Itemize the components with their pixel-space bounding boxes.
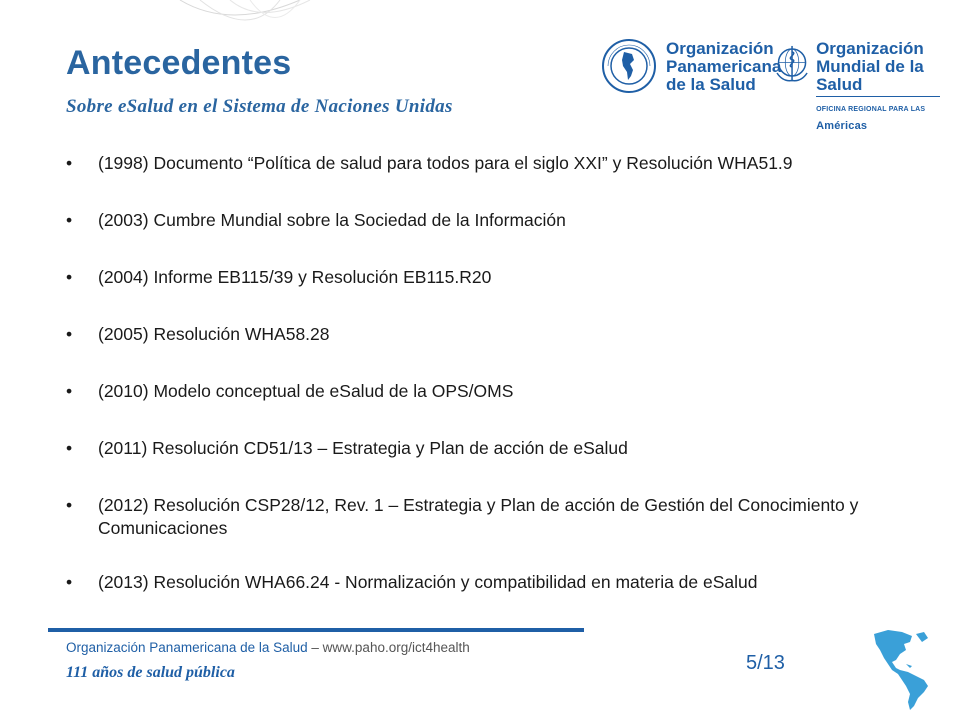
paho-name-line1: Organización [666,39,774,58]
bullet-icon: • [66,572,73,592]
footer-divider [48,628,584,632]
page-number: 5/13 [746,652,785,674]
logos-header [600,36,940,132]
paho-emblem-icon [600,36,658,96]
bullet-icon: • [66,153,73,173]
list-item [60,152,940,175]
list-item-text: (2005) Resolución WHA58.28 [98,324,330,344]
footer-url-link[interactable]: www.paho.org/ict4health [322,640,470,655]
list-item [60,266,940,289]
who-regional-prefix: OFICINA REGIONAL PARA LAS [816,106,926,113]
bullet-icon: • [66,438,73,458]
footer-org-name: Organización Panamericana de la Salud [66,640,308,655]
who-name-line1: Organización [816,39,924,58]
list-item [60,209,940,232]
bullet-icon: • [66,495,73,515]
bullet-icon: • [66,381,73,401]
list-item-text: (1998) Documento “Política de salud para todos para el siglo XXI” y Resolución WHA51.9 [98,153,793,173]
footer-tagline: 111 años de salud pública [66,664,235,681]
list-item [60,571,940,594]
paho-name-line3: de la Salud [666,75,756,94]
antecedentes-list [60,152,940,628]
who-regional-name: Américas [816,120,868,132]
list-item [60,494,940,540]
paho-name-line2: Panamericana [666,57,782,76]
americas-map-icon [866,628,946,712]
list-item-text: (2003) Cumbre Mundial sobre la Sociedad de la Información [98,210,566,230]
who-emblem-icon [774,36,810,92]
slide-subtitle: Sobre eSalud en el Sistema de Naciones Unidas [66,96,453,117]
list-item-text: (2011) Resolución CD51/13 – Estrategia y Plan de acción de eSalud [98,438,628,458]
who-name-line2: Mundial de la Salud [816,57,924,94]
footer-organization [66,640,470,655]
list-item-text: (2004) Informe EB115/39 y Resolución EB115.R20 [98,267,492,287]
list-item-text: (2013) Resolución WHA66.24 - Normalización y compatibilidad en materia de eSalud [98,572,758,592]
bullet-icon: • [66,267,73,287]
list-item [60,380,940,403]
who-logo [774,36,940,134]
slide-title: Antecedentes [66,44,292,82]
bullet-icon: • [66,324,73,344]
list-item-text: (2010) Modelo conceptual de eSalud de la OPS/OMS [98,381,514,401]
list-item-text: (2012) Resolución CSP28/12, Rev. 1 – Estrategia y Plan de acción de Gestión del Conocimiento y Comunicaciones [98,495,859,538]
list-item [60,323,940,346]
footer-separator: – [307,640,323,655]
paho-logo [600,36,781,96]
bullet-icon: • [66,210,73,230]
list-item [60,437,940,460]
